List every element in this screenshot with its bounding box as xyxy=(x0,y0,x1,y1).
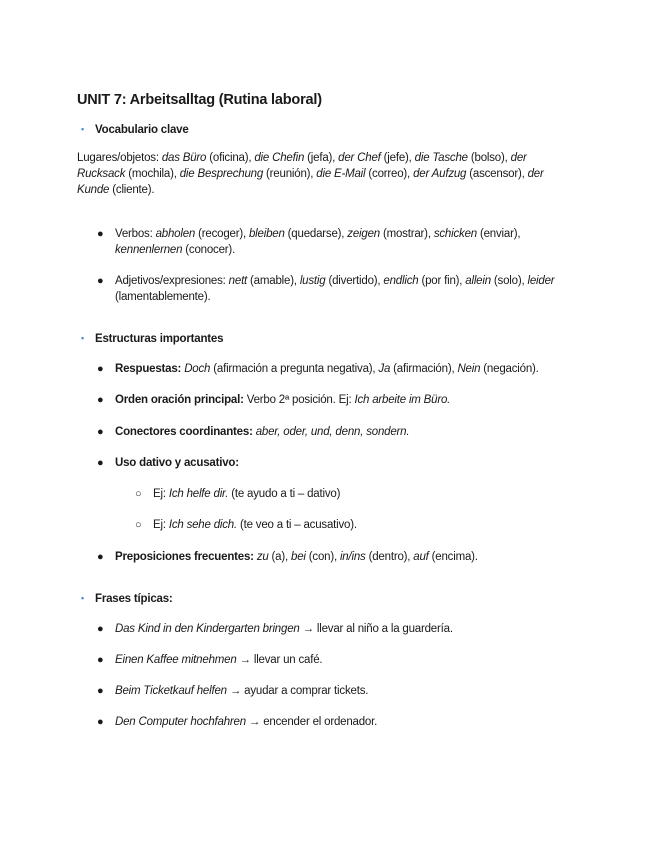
circle-bullet-icon: ○ xyxy=(135,519,142,531)
places-paragraph: Lugares/objetos: das Büro (oficina), die Chefin (jefa), der Chef (jefe), die Tasche (bolso), der Rucksack (mochila), die Besprechung (reunión), die E-Mail (correo), der Aufzug (ascensor), der Kunde (cliente). xyxy=(77,152,544,196)
section-bullet-icon: • xyxy=(81,593,84,603)
sub-item-accusative: ○ Ej: Ich sehe dich. (te veo a ti – acusativo). xyxy=(135,519,357,531)
section-bullet-icon: • xyxy=(81,333,84,343)
sub-item-dative: ○ Ej: Ich helfe dir. (te ayudo a ti – dativo) xyxy=(135,488,341,500)
bullet-icon: ● xyxy=(97,363,104,375)
bullet-icon: ● xyxy=(97,623,104,635)
section-frases xyxy=(81,593,173,605)
list-item-word-order: ● Orden oración principal: Verbo 2ª posición. Ej: Ich arbeite im Büro. xyxy=(97,394,451,406)
bullet-icon: ● xyxy=(97,228,104,240)
section-heading: Estructuras importantes xyxy=(95,333,224,345)
bullet-icon: ● xyxy=(97,551,104,563)
list-item: ● Den Computer hochfahren → encender el ordenador. xyxy=(97,716,378,728)
list-item-verbs: ● Verbos: abholen (recoger), bleiben (quedarse), zeigen (mostrar), schicken (enviar), kennenlernen (conocer). xyxy=(97,228,521,256)
section-estructuras xyxy=(81,333,223,345)
bullet-icon: ● xyxy=(97,275,104,287)
section-heading: Vocabulario clave xyxy=(95,124,189,136)
list-item-connectors: ● Conectores coordinantes: aber, oder, und, denn, sondern. xyxy=(97,426,410,438)
list-item-adjectives: ● Adjetivos/expresiones: nett (amable), lustig (divertido), endlich (por fin), allein (solo), leider (lamentablemente). xyxy=(97,275,555,303)
bullet-icon: ● xyxy=(97,394,104,406)
bullet-icon: ● xyxy=(97,426,104,438)
bullet-icon: ● xyxy=(97,457,104,469)
list-item-prepositions: ● Preposiciones frecuentes: zu (a), bei (con), in/ins (dentro), auf (encima). xyxy=(97,551,478,563)
bullet-icon: ● xyxy=(97,716,104,728)
section-bullet-icon: • xyxy=(81,124,84,134)
list-item: ● Das Kind in den Kindergarten bringen → llevar al niño a la guardería. xyxy=(97,623,453,635)
bullet-icon: ● xyxy=(97,685,104,697)
list-item: ● Einen Kaffee mitnehmen → llevar un café. xyxy=(97,654,323,666)
section-vocabulario xyxy=(81,124,189,136)
section-heading: Frases típicas: xyxy=(95,593,173,605)
bullet-icon: ● xyxy=(97,654,104,666)
list-item-answers: ● Respuestas: Doch (afirmación a pregunta negativa), Ja (afirmación), Nein (negación). xyxy=(97,363,539,375)
list-item-cases: ● Uso dativo y acusativo: xyxy=(97,457,239,469)
circle-bullet-icon: ○ xyxy=(135,488,142,500)
unit-title: UNIT 7: Arbeitsalltag (Rutina laboral) xyxy=(77,92,322,108)
list-item: ● Beim Ticketkauf helfen → ayudar a comprar tickets. xyxy=(97,685,369,697)
